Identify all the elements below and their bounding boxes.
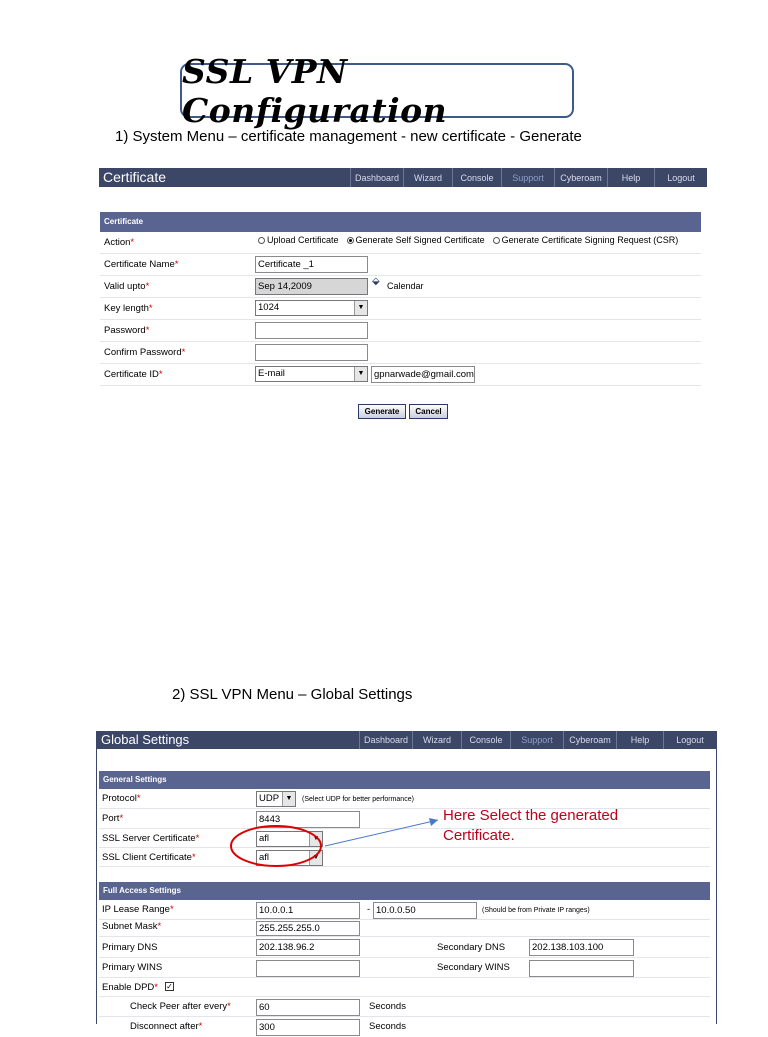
top-nav	[350, 168, 707, 187]
certificate-app-title: Certificate	[103, 169, 167, 185]
primary-wins-input[interactable]	[256, 960, 360, 977]
calendar-link[interactable]: Calendar	[387, 281, 424, 291]
key-length-select[interactable]: 1024 ▼	[255, 300, 368, 316]
check-peer-unit: Seconds	[369, 1001, 406, 1012]
cancel-button[interactable]: Cancel	[409, 404, 448, 419]
check-peer-input[interactable]: 60	[256, 999, 360, 1016]
ssl-server-certificate-select[interactable]: afl ▼	[256, 831, 323, 847]
title-box	[180, 51, 574, 130]
nav-cyberoam[interactable]: Cyberoam	[554, 168, 607, 187]
certificate-id-type-select[interactable]: E-mail ▼	[255, 366, 368, 382]
chevron-down-icon: ▼	[309, 832, 322, 846]
radio-generate-csr[interactable]: Generate Certificate Signing Request (CSR)	[493, 235, 679, 245]
key-length-label: Key length*	[104, 303, 153, 314]
certificate-id-label: Certificate ID*	[104, 369, 163, 380]
confirm-password-label: Confirm Password*	[104, 347, 186, 358]
check-peer-label: Check Peer after every*	[130, 1001, 231, 1012]
nav-dashboard[interactable]: Dashboard	[359, 731, 412, 749]
protocol-note: (Select UDP for better performance)	[302, 796, 414, 803]
generate-button[interactable]: Generate	[358, 404, 406, 419]
enable-dpd-checkbox[interactable]: ✓	[166, 982, 173, 991]
certificate-name-row	[100, 254, 701, 276]
disconnect-input[interactable]: 300	[256, 1019, 360, 1036]
annotation-line-1: Here Select the generated	[443, 807, 619, 824]
global-settings-app-title: Global Settings	[101, 732, 190, 747]
chevron-down-icon: ▼	[282, 792, 295, 806]
password-row	[100, 320, 701, 342]
nav-console[interactable]: Console	[461, 731, 510, 749]
secondary-wins-label: Secondary WINS	[437, 962, 510, 973]
radio-upload-certificate[interactable]: Upload Certificate	[258, 235, 339, 245]
subnet-mask-input[interactable]: 255.255.255.0	[256, 921, 360, 936]
page-title: SSL VPN Configuration	[182, 51, 448, 130]
primary-dns-label: Primary DNS	[102, 942, 158, 953]
nav-wizard[interactable]: Wizard	[412, 731, 461, 749]
radio-generate-self-signed[interactable]: Generate Self Signed Certificate	[347, 235, 485, 245]
global-settings-app-bar	[97, 731, 716, 749]
port-input[interactable]: 8443	[256, 811, 360, 828]
disconnect-unit: Seconds	[369, 1021, 406, 1032]
ip-lease-separator: -	[367, 904, 371, 915]
nav-help[interactable]: Help	[616, 731, 663, 749]
valid-upto-input[interactable]: Sep 14,2009	[255, 278, 368, 295]
step-2-caption: 2) SSL VPN Menu – Global Settings	[172, 686, 413, 703]
ip-lease-range-row	[99, 900, 710, 920]
nav-console[interactable]: Console	[452, 168, 501, 187]
wins-row	[99, 958, 710, 978]
protocol-select[interactable]: UDP ▼	[256, 791, 296, 807]
general-settings-header: General Settings	[99, 771, 710, 789]
secondary-dns-input[interactable]: 202.138.103.100	[529, 939, 634, 956]
subnet-mask-row	[99, 920, 710, 937]
valid-upto-label: Valid upto*	[104, 281, 150, 292]
secondary-wins-input[interactable]	[529, 960, 634, 977]
ip-lease-range-label: IP Lease Range*	[102, 904, 174, 915]
full-access-settings-header: Full Access Settings	[99, 882, 710, 900]
highlight-ellipse	[231, 826, 321, 866]
action-radio-group	[258, 235, 678, 245]
subnet-mask-label: Subnet Mask*	[102, 921, 162, 932]
ssl-server-certificate-label: SSL Server Certificate*	[102, 833, 200, 844]
certificate-name-input[interactable]: Certificate _1	[255, 256, 368, 273]
nav-help[interactable]: Help	[607, 168, 654, 187]
confirm-password-input[interactable]	[255, 344, 368, 361]
ip-lease-note: (Should be from Private IP ranges)	[482, 907, 590, 914]
secondary-dns-label: Secondary DNS	[437, 942, 506, 953]
annotation-arrow-line	[325, 820, 438, 846]
top-nav	[359, 731, 716, 749]
protocol-label: Protocol*	[102, 793, 141, 804]
enable-dpd-row	[99, 978, 710, 997]
certificate-app-bar	[99, 168, 707, 187]
password-input[interactable]	[255, 322, 368, 339]
certificate-section-header: Certificate	[100, 212, 701, 232]
nav-logout[interactable]: Logout	[654, 168, 707, 187]
nav-logout[interactable]: Logout	[663, 731, 716, 749]
ip-lease-from-input[interactable]: 10.0.0.1	[256, 902, 360, 919]
certificate-id-input[interactable]: gpnarwade@gmail.com	[371, 366, 475, 383]
valid-upto-row	[100, 276, 701, 298]
ssl-client-certificate-select[interactable]: afl ▼	[256, 850, 323, 866]
calendar-icon[interactable]: ⬙	[372, 276, 380, 287]
annotation-arrow-head	[429, 818, 438, 826]
certificate-id-row	[100, 364, 701, 386]
nav-support[interactable]: Support	[510, 731, 563, 749]
certificate-name-label: Certificate Name*	[104, 259, 179, 270]
key-length-row	[100, 298, 701, 320]
annotation-line-2: Certificate.	[443, 827, 515, 844]
action-label: Action*	[104, 237, 135, 248]
action-row	[100, 232, 701, 254]
enable-dpd-label: Enable DPD*	[102, 982, 158, 993]
nav-support[interactable]: Support	[501, 168, 554, 187]
chevron-down-icon: ▼	[354, 367, 367, 381]
nav-cyberoam[interactable]: Cyberoam	[563, 731, 616, 749]
port-label: Port*	[102, 813, 124, 824]
primary-dns-input[interactable]: 202.138.96.2	[256, 939, 360, 956]
ip-lease-to-input[interactable]: 10.0.0.50	[373, 902, 477, 919]
annotation-overlay	[225, 805, 450, 875]
chevron-down-icon: ▼	[309, 851, 322, 865]
dns-row	[99, 937, 710, 958]
confirm-password-row	[100, 342, 701, 364]
disconnect-label: Disconnect after*	[130, 1021, 203, 1032]
nav-wizard[interactable]: Wizard	[403, 168, 452, 187]
nav-dashboard[interactable]: Dashboard	[350, 168, 403, 187]
check-peer-row	[99, 997, 710, 1017]
ssl-client-certificate-label: SSL Client Certificate*	[102, 852, 196, 863]
primary-wins-label: Primary WINS	[102, 962, 163, 973]
password-label: Password*	[104, 325, 150, 336]
chevron-down-icon: ▼	[354, 301, 367, 315]
disconnect-row	[99, 1017, 710, 1037]
step-1-caption: 1) System Menu – certificate management - new certificate - Generate	[115, 128, 582, 145]
